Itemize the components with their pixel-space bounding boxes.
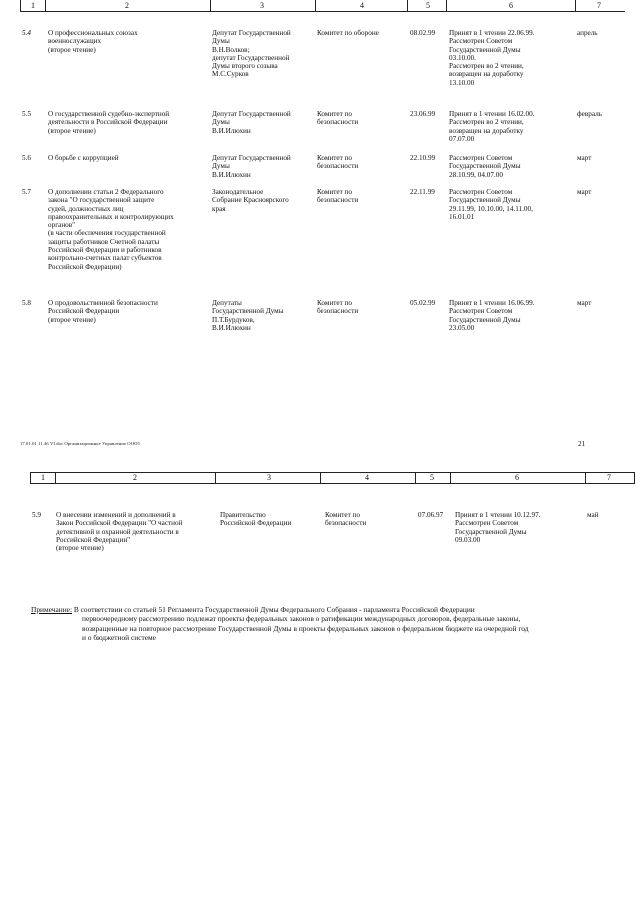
planned-month: март [577,154,592,162]
bill-title: О дополнении статьи 2 Федерального закона "О государственной защите судей, должностных лиц правоохранительных и контролирующих органов" (в части обеспечения государственной защиты работников Счетной палаты Российской Федерации и работников контрольно-счетных палат субъектов Российской Федерации) [48,188,174,271]
column-number-6: 6 [509,1,513,10]
committee: Комитет по безопасности [317,110,359,127]
planned-month: май [587,511,599,519]
submission-date: 22.10.99 [410,154,436,162]
submission-date: 05.02.99 [410,299,436,307]
column-number-3: 3 [267,473,271,482]
submission-date: 23.06.99 [410,110,436,118]
column-number-7: 7 [597,1,601,10]
row-number: 5.4 [22,29,31,37]
submission-date: 07.06.97 [418,511,444,519]
bill-title: О профессиональных союзах военнослужащих (второе чтение) [48,29,138,54]
column-number-1: 1 [31,1,35,10]
row-number: 5.7 [22,188,31,196]
bill-title: О внесении изменений и дополнений в Закон Российской Федерации "О частной детективной и охранной деятельности в Российской Федерации" (второе чтение) [56,511,183,553]
column-number-2: 2 [133,473,137,482]
row-number: 5.6 [22,154,31,162]
file-info: 17.01.01 11.46 VI.doc Организационное Управление ООО5 [20,441,140,446]
bill-title: О борьбе с коррупцией [48,154,119,162]
bill-author: Правительство Российской Федерации [220,511,292,528]
bill-status: Принят в 1 чтении 16.02.00. Рассмотрен во 2 чтении, возвращен на доработку 07.07.00 [449,110,535,143]
bill-status: Принят в 1 чтении 22.06.99. Рассмотрен Советом Государственной Думы 03.10.00. Рассмотрен во 2 чтении, возвращен на доработку 13.10.00 [449,29,535,87]
column-number-4: 4 [360,1,364,10]
submission-date: 22.11.99 [410,188,435,196]
planned-month: февраль [577,110,602,118]
page-number: 21 [578,440,586,448]
bill-status: Рассмотрен Советом Государственной Думы 29.11.99, 10.10.00, 14.11.00, 16.01.01 [449,188,533,221]
committee: Комитет по безопасности [325,511,367,528]
column-number-5: 5 [426,1,430,10]
planned-month: апрель [577,29,598,37]
column-number-6: 6 [515,473,519,482]
bill-status: Принят в 1 чтении 10.12.97. Рассмотрен Советом Государственной Думы 09.03.00 [455,511,541,544]
committee: Комитет по обороне [317,29,379,37]
column-number-4: 4 [365,473,369,482]
committee: Комитет по безопасности [317,188,359,205]
committee: Комитет по безопасности [317,299,359,316]
column-number-1: 1 [41,473,45,482]
bill-author: Депутаты Государственной Думы П.Т.Бурдуков, В.И.Илюхин [212,299,284,332]
bill-author: Законодательное Собрание Красноярского края [212,188,289,213]
column-number-3: 3 [260,1,264,10]
note-first-line: В соответствии со статьей 51 Регламента Государственной Думы Федерального Собрания - парламента Российской Федерации [72,605,475,614]
column-number-7: 7 [607,473,611,482]
column-number-2: 2 [125,1,129,10]
bill-title: О продовольственной безопасности Российской Федерации (второе чтение) [48,299,158,324]
committee: Комитет по безопасности [317,154,359,171]
column-number-5: 5 [430,473,434,482]
row-number: 5.5 [22,110,31,118]
bill-author: Депутат Государственной Думы В.И.Илюхин [212,110,291,135]
note-text: первоочередному рассмотрению подлежат проекты федеральных законов о ратификации международных договоров, федеральные законы, возвращенные на повторное рассмотрение Государственной Думы в проекты федеральных законов о федеральном бюджете на очередной год и о бюджетной системе [82,614,529,643]
note-label: Примечание: [31,605,73,614]
planned-month: март [577,299,592,307]
bill-status: Принят в 1 чтении 16.06.99. Рассмотрен Советом Государственной Думы 23.05.00 [449,299,535,332]
bill-author: Депутат Государственной Думы В.И.Илюхин [212,154,291,179]
row-number: 5.9 [32,511,41,519]
row-number: 5.8 [22,299,31,307]
note [31,605,631,643]
submission-date: 08.02.99 [410,29,436,37]
planned-month: март [577,188,592,196]
bill-author: Депутат Государственной Думы В.Н.Волков; депутат Государственной Думы второго созыва М.С.Сурков [212,29,291,79]
bill-title: О государственной судебно-экспертной деятельности в Российской Федерации (второе чтение) [48,110,170,135]
bill-status: Рассмотрен Советом Государственной Думы 28.10.99, 04.07.00 [449,154,521,179]
